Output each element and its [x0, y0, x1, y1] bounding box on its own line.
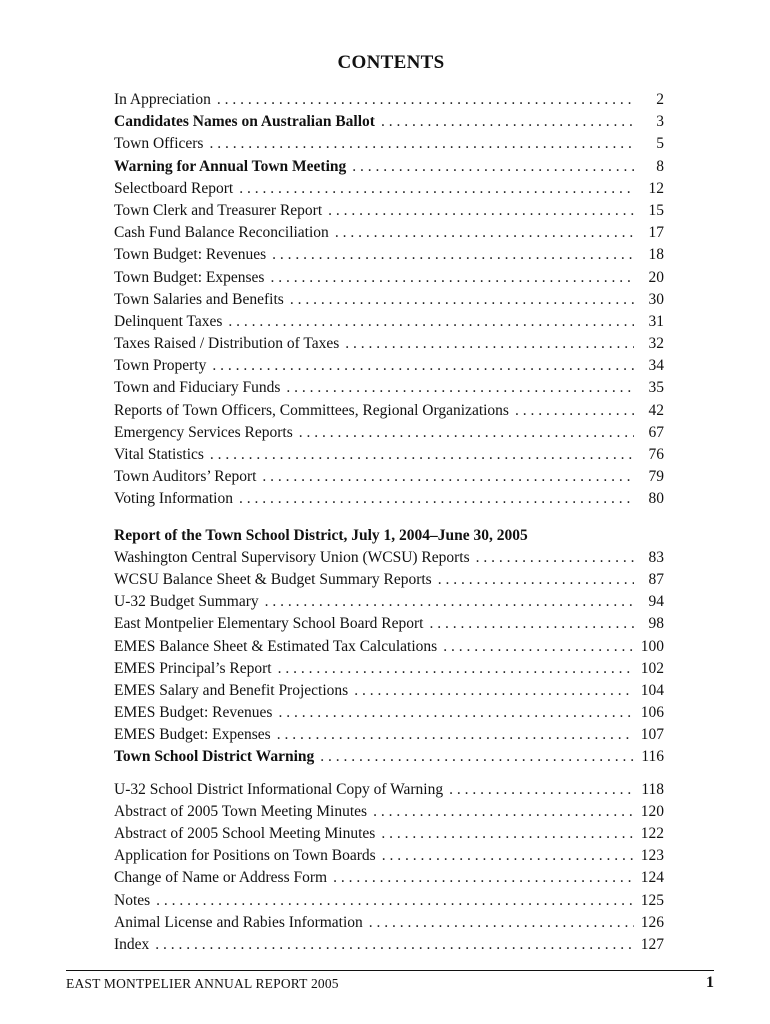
toc-entry-title: Candidates Names on Australian Ballot	[114, 113, 375, 131]
dot-leader	[278, 658, 634, 680]
toc-entry-title: Vital Statistics	[114, 446, 204, 463]
toc-entry-page: 87	[648, 570, 664, 588]
dot-leader	[382, 845, 634, 867]
toc-entry	[114, 912, 664, 934]
toc-entry	[114, 444, 664, 466]
toc-entry	[114, 400, 664, 422]
toc-entry-title: Town Budget: Revenues	[114, 246, 267, 264]
dot-leader	[277, 724, 634, 746]
toc-entry	[114, 133, 664, 155]
toc-list-town	[114, 89, 664, 511]
toc-entry-page: 20	[648, 268, 664, 286]
toc-entry	[114, 779, 664, 801]
toc-entry-page: 8	[656, 157, 664, 175]
toc-entry	[114, 867, 664, 889]
toc-entry-page: 76	[648, 446, 664, 463]
toc-entry-page: 106	[640, 704, 664, 722]
toc-entry-title: Town Clerk and Treasurer Report	[114, 201, 323, 219]
toc-list-misc	[114, 779, 664, 957]
toc-entry-title: U-32 Budget Summary	[114, 593, 259, 611]
dot-leader	[443, 636, 634, 658]
toc-entry	[114, 845, 664, 867]
toc-entry	[114, 222, 664, 244]
toc-entry-title: Animal License and Rabies Information	[114, 913, 363, 931]
dot-leader	[228, 311, 634, 333]
toc-entry-page: 2	[656, 91, 664, 108]
dot-leader	[212, 355, 634, 377]
toc-entry	[114, 156, 664, 178]
toc-entry	[114, 289, 664, 311]
dot-leader	[335, 222, 634, 244]
toc-entry	[114, 702, 664, 724]
dot-leader	[239, 178, 634, 200]
dot-leader	[381, 111, 634, 133]
dot-leader	[209, 133, 634, 155]
toc-entry	[114, 333, 664, 355]
toc-entry-title: Town School District Warning	[114, 748, 315, 766]
toc-entry	[114, 466, 664, 488]
dot-leader	[449, 779, 634, 801]
toc-entry	[114, 244, 664, 266]
dot-leader	[438, 569, 634, 591]
toc-entry-title: Town Salaries and Benefits	[114, 290, 284, 308]
toc-entry	[114, 801, 664, 823]
toc-entry-page: 35	[648, 379, 664, 397]
toc-entry-page: 125	[640, 891, 664, 909]
toc-entry-page: 102	[640, 659, 664, 677]
toc-entry-title: Town and Fiduciary Funds	[114, 379, 281, 397]
toc-entry-title: Town Officers	[114, 135, 204, 153]
dot-leader	[210, 444, 634, 466]
toc-entry-page: 120	[640, 802, 664, 820]
toc-entry-page: 127	[640, 935, 664, 953]
toc-entry-title: Cash Fund Balance Reconciliation	[114, 224, 329, 242]
dot-leader	[345, 333, 634, 355]
toc-entry-page: 17	[648, 224, 664, 242]
dot-leader	[328, 200, 634, 222]
toc-entry	[114, 934, 664, 956]
toc-entry	[114, 355, 664, 377]
toc-entry-page: 15	[648, 201, 664, 219]
toc-entry-title: EMES Salary and Benefit Projections	[114, 681, 349, 699]
dot-leader	[278, 702, 634, 724]
toc-entry-title: Washington Central Supervisory Union (WCSU) Reports	[114, 548, 470, 566]
dot-leader	[299, 422, 634, 444]
toc-entry-title: EMES Principal’s Report	[114, 659, 272, 677]
footer-page-number: 1	[706, 974, 714, 991]
toc-entry-page: 124	[640, 869, 664, 887]
dot-leader	[333, 867, 634, 889]
toc-entry-page: 3	[656, 113, 664, 131]
toc-entry	[114, 680, 664, 702]
toc-entry	[114, 111, 664, 133]
toc-entry-title: Index	[114, 935, 150, 953]
toc-entry-title: EMES Budget: Revenues	[114, 704, 273, 722]
toc-entry-page: 94	[648, 593, 664, 611]
dot-leader	[239, 488, 634, 510]
toc-entry-page: 118	[641, 780, 664, 798]
toc-entry-page: 18	[648, 246, 664, 264]
toc-entry	[114, 823, 664, 845]
toc-entry	[114, 746, 664, 768]
toc-entry	[114, 658, 664, 680]
toc-entry-title: Abstract of 2005 Town Meeting Minutes	[114, 802, 368, 820]
dot-leader	[320, 746, 634, 768]
toc-entry	[114, 377, 664, 399]
toc-entry	[114, 636, 664, 658]
dot-leader	[262, 466, 634, 488]
toc-entry-title: EMES Balance Sheet & Estimated Tax Calculations	[114, 637, 438, 655]
toc-entry-page: 67	[648, 423, 664, 441]
toc-entry-page: 122	[640, 825, 664, 842]
dot-leader	[373, 801, 634, 823]
toc-entry-title: Selectboard Report	[114, 179, 234, 197]
table-of-contents	[114, 89, 664, 956]
toc-entry-title: Voting Information	[114, 490, 233, 508]
toc-entry-page: 12	[648, 179, 664, 197]
toc-entry-page: 116	[641, 748, 664, 766]
toc-entry	[114, 178, 664, 200]
toc-list-school	[114, 547, 664, 769]
toc-entry-title: WCSU Balance Sheet & Budget Summary Reports	[114, 570, 432, 588]
toc-entry-title: EMES Budget: Expenses	[114, 726, 271, 744]
toc-entry-title: Application for Positions on Town Boards	[114, 847, 376, 865]
toc-entry-page: 123	[640, 847, 664, 865]
toc-entry-page: 79	[648, 468, 664, 486]
dot-leader	[352, 156, 634, 178]
dot-leader	[270, 267, 634, 289]
footer-rule	[66, 970, 714, 971]
toc-entry	[114, 591, 664, 613]
toc-entry-page: 80	[648, 490, 664, 508]
toc-entry-page: 104	[640, 681, 664, 699]
dot-leader	[272, 244, 634, 266]
toc-entry-page: 5	[656, 135, 664, 153]
toc-entry-title: Delinquent Taxes	[114, 312, 223, 330]
toc-entry-title: Town Budget: Expenses	[114, 268, 265, 286]
toc-entry-title: U-32 School District Informational Copy of Warning	[114, 780, 444, 798]
toc-entry	[114, 200, 664, 222]
toc-entry-title: Taxes Raised / Distribution of Taxes	[114, 335, 340, 353]
dot-leader	[369, 912, 634, 934]
toc-entry	[114, 89, 664, 111]
toc-entry-title: Town Property	[114, 357, 207, 375]
dot-leader	[430, 613, 635, 635]
toc-entry-title: In Appreciation	[114, 91, 211, 108]
toc-entry-title: Change of Name or Address Form	[114, 869, 328, 887]
toc-entry-title: East Montpelier Elementary School Board Report	[114, 615, 424, 633]
dot-leader	[286, 377, 634, 399]
toc-entry	[114, 724, 664, 746]
toc-entry-page: 83	[648, 548, 664, 566]
toc-entry	[114, 311, 664, 333]
toc-entry-title: Reports of Town Officers, Committees, Regional Organizations	[114, 401, 509, 419]
group-gap	[114, 769, 664, 779]
toc-entry-page: 30	[648, 290, 664, 308]
toc-entry	[114, 422, 664, 444]
footer-text: EAST MONTPELIER ANNUAL REPORT 2005	[66, 976, 339, 991]
dot-leader	[354, 680, 634, 702]
page-title: CONTENTS	[337, 52, 445, 73]
toc-entry	[114, 488, 664, 510]
toc-entry	[114, 569, 664, 591]
toc-entry-page: 32	[648, 335, 664, 353]
dot-leader	[155, 934, 634, 956]
dot-leader	[515, 400, 634, 422]
section-heading-school: Report of the Town School District, July 1, 2004–June 30, 2005	[114, 526, 528, 544]
toc-entry-title: Emergency Services Reports	[114, 423, 293, 441]
toc-entry	[114, 547, 664, 569]
toc-entry-page: 100	[640, 637, 664, 655]
toc-entry-title: Town Auditors’ Report	[114, 468, 257, 486]
toc-entry-title: Notes	[114, 891, 151, 909]
toc-entry-title: Abstract of 2005 School Meeting Minutes	[114, 825, 376, 842]
toc-entry	[114, 267, 664, 289]
dot-leader	[290, 289, 634, 311]
toc-entry	[114, 613, 664, 635]
toc-entry-page: 34	[648, 357, 664, 375]
toc-entry	[114, 890, 664, 912]
toc-entry-title: Warning for Annual Town Meeting	[114, 157, 347, 175]
dot-leader	[156, 890, 634, 912]
dot-leader	[381, 823, 634, 845]
toc-entry-page: 98	[648, 615, 664, 633]
dot-leader	[265, 591, 634, 613]
toc-entry-page: 126	[640, 913, 664, 931]
toc-entry-page: 107	[640, 726, 664, 744]
toc-entry-page: 31	[648, 312, 664, 330]
dot-leader	[476, 547, 634, 569]
toc-entry-page: 42	[648, 401, 664, 419]
dot-leader	[217, 89, 634, 111]
